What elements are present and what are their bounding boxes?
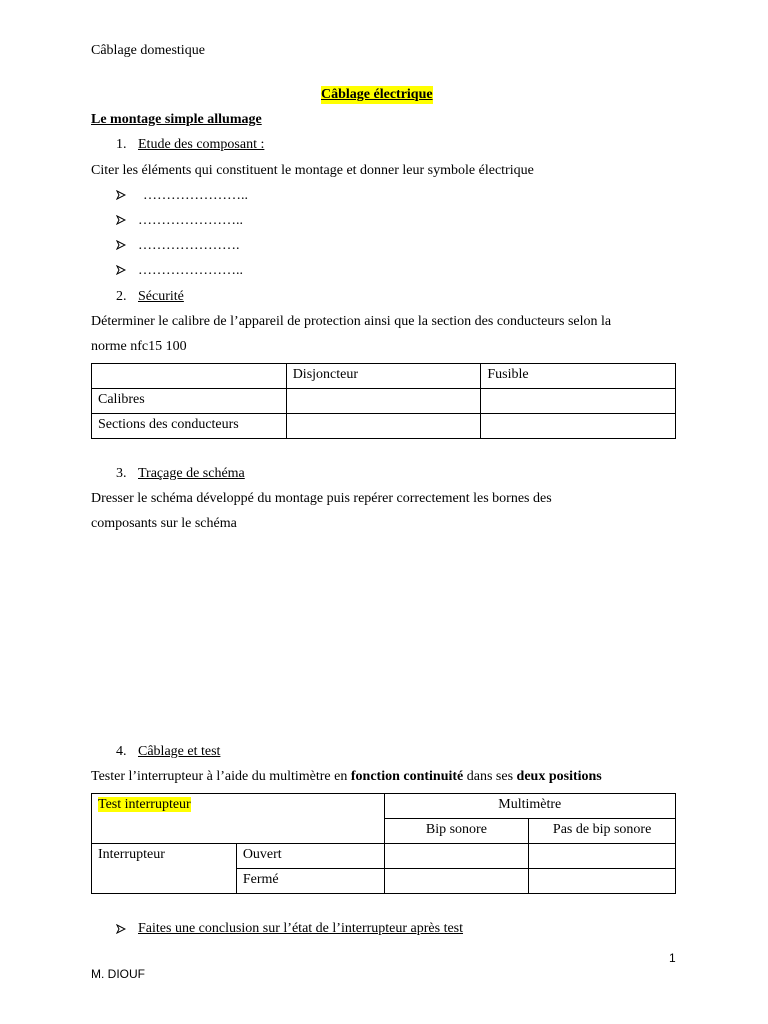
table-row-label: Calibres <box>92 389 287 414</box>
table-row-label: Ouvert <box>236 844 384 869</box>
part1-number: 1. <box>116 137 127 152</box>
arrow-bullet-icon <box>116 924 126 934</box>
arrow-bullet-icon <box>116 240 126 250</box>
table-cell[interactable] <box>286 414 481 439</box>
table-row-label: Fermé <box>236 869 384 894</box>
conclusion-instruction: Faites une conclusion sur l’état de l’interrupteur après test <box>138 921 464 936</box>
table-cell[interactable] <box>384 869 529 894</box>
arrow-bullet-icon <box>116 190 126 200</box>
part4-instruction <box>91 768 602 786</box>
part4-title: Câblage et test <box>138 744 221 759</box>
part2-title: Sécurité <box>138 289 184 304</box>
page-title: Câblage électrique <box>321 87 433 102</box>
bullet-line: ………………….. <box>138 213 243 228</box>
instruction-text: Tester l’interrupteur à l’aide du multimètre en <box>91 769 351 784</box>
part1-instruction: Citer les éléments qui constituent le montage et donner leur symbole électrique <box>91 163 534 178</box>
table-corner-label: Test interrupteur <box>98 797 191 812</box>
part2-instruction: Déterminer le calibre de l’appareil de protection ainsi que la section des conducteurs selon la <box>91 314 612 329</box>
table-corner-cell <box>92 794 385 844</box>
table-header-pas-de-bip: Pas de bip sonore <box>529 819 676 844</box>
bullet-line: …………………. <box>138 238 240 253</box>
table-cell[interactable] <box>529 844 676 869</box>
table-row-label: Sections des conducteurs <box>92 414 287 439</box>
table-header-fusible: Fusible <box>481 364 676 389</box>
table-cell[interactable] <box>481 414 676 439</box>
instruction-bold-text: deux positions <box>516 769 602 784</box>
table-header-multimetre: Multimètre <box>384 794 675 819</box>
document-header: Câblage domestique <box>91 43 205 58</box>
arrow-bullet-icon <box>116 265 126 275</box>
switch-test-table <box>91 793 676 894</box>
bullet-line: ………………….. <box>138 263 243 278</box>
part4-number: 4. <box>116 744 127 759</box>
protection-table <box>91 363 676 439</box>
footer-author: M. DIOUF <box>91 967 145 981</box>
page-number: 1 <box>669 951 676 965</box>
table-cell[interactable] <box>481 389 676 414</box>
arrow-bullet-icon <box>116 215 126 225</box>
table-cell[interactable] <box>384 844 529 869</box>
part3-instruction-cont: composants sur le schéma <box>91 516 237 531</box>
table-cell[interactable] <box>286 389 481 414</box>
table-cell[interactable] <box>529 869 676 894</box>
table-cell <box>92 364 287 389</box>
table-header-disjoncteur: Disjoncteur <box>286 364 481 389</box>
table-header-bip-sonore: Bip sonore <box>384 819 529 844</box>
part2-instruction-cont: norme nfc15 100 <box>91 339 187 354</box>
bullet-line: ………………….. <box>143 188 248 203</box>
part2-number: 2. <box>116 289 127 304</box>
instruction-text: dans ses <box>463 769 517 784</box>
part3-number: 3. <box>116 466 127 481</box>
section-heading: Le montage simple allumage <box>91 112 262 127</box>
part3-title: Traçage de schéma <box>138 466 245 481</box>
part3-instruction: Dresser le schéma développé du montage puis repérer correctement les bornes des <box>91 491 552 506</box>
table-row-group-label: Interrupteur <box>92 844 237 894</box>
part1-title: Etude des composant : <box>138 137 265 152</box>
instruction-bold-text: fonction continuité <box>350 769 464 784</box>
